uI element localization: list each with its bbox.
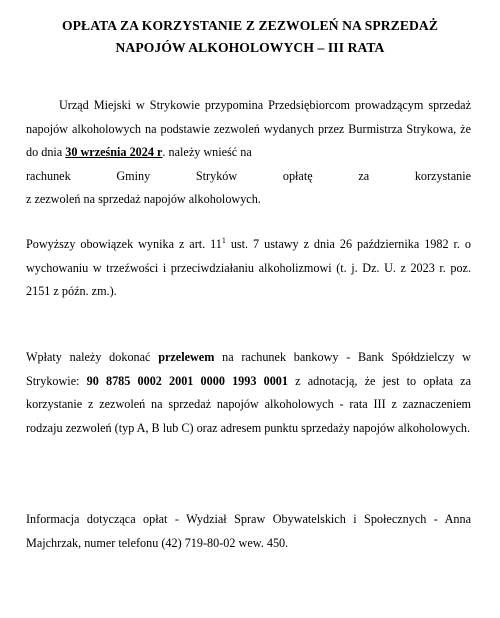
document-title	[30, 15, 470, 59]
reminder-body	[26, 94, 471, 165]
legal-text: Powyższy obowiązek wynika z art. 11	[26, 237, 222, 251]
article-superscript: 1	[221, 236, 226, 245]
reminder-text-after-date: . należy wnieść na	[162, 145, 252, 160]
word: za	[358, 168, 370, 183]
reminder-text: Urząd Miejski w Strykowie przypomina Przedsiębiorcom prowadzącym sprzedaż napojów alkoholowych na podstawie zezwoleń wydanych przez Burmistrza Strykowa, że do dnia	[26, 98, 471, 160]
payment-text-note: z adnotacją, że jest to opłata za korzystanie z zezwoleń na sprzedaż napojów alkoholowych - rata III z zaznaczeniem rodzaju zezwoleń (typ A, B lub C) oraz adresem punktu sprzedaży napojów alkoholowych.	[26, 373, 471, 435]
bank-account-number: 90 8785 0002 2001 0000 1993 0001	[86, 373, 288, 388]
reminder-line-account	[26, 165, 471, 189]
deadline-date: 30 września 2024 r	[65, 145, 163, 160]
transfer-emphasis: przelewem	[158, 350, 215, 364]
payment-text: Wpłaty należy dokonać	[26, 350, 159, 364]
word: Stryków	[195, 168, 238, 183]
word: Gminy	[116, 168, 151, 183]
word: opłatę	[282, 168, 313, 183]
legal-text-continued: ust. 7 ustawy z dnia 26 października 1982 r. o wychowaniu w trzeźwości i przeciwdziałaniu alkoholizmowi (t. j. Dz. U. z 2023 r. poz. 2151 z późn. zm.).	[26, 237, 472, 299]
paragraph-payment	[26, 346, 471, 440]
word: korzystanie	[414, 168, 471, 183]
title-line-2: NAPOJÓW ALKOHOLOWYCH – III RATA	[115, 40, 385, 55]
title-line-1: OPŁATA ZA KORZYSTANIE Z ZEZWOLEŃ NA SPRZEDAŻ	[61, 18, 439, 33]
reminder-last-line: z zezwoleń na sprzedaż napojów alkoholowych.	[26, 192, 261, 207]
word: rachunek	[26, 168, 71, 183]
paragraph-legal-basis	[26, 233, 471, 304]
payment-text-bank: na rachunek bankowy - Bank Spółdzielczy w Strykowie:	[26, 350, 471, 388]
paragraph-reminder	[26, 94, 471, 212]
paragraph-contact: Informacja dotycząca opłat - Wydział Spraw Obywatelskich i Społecznych - Anna Majchrzak, numer telefonu (42) 719-80-02 wew. 450.	[26, 512, 471, 550]
